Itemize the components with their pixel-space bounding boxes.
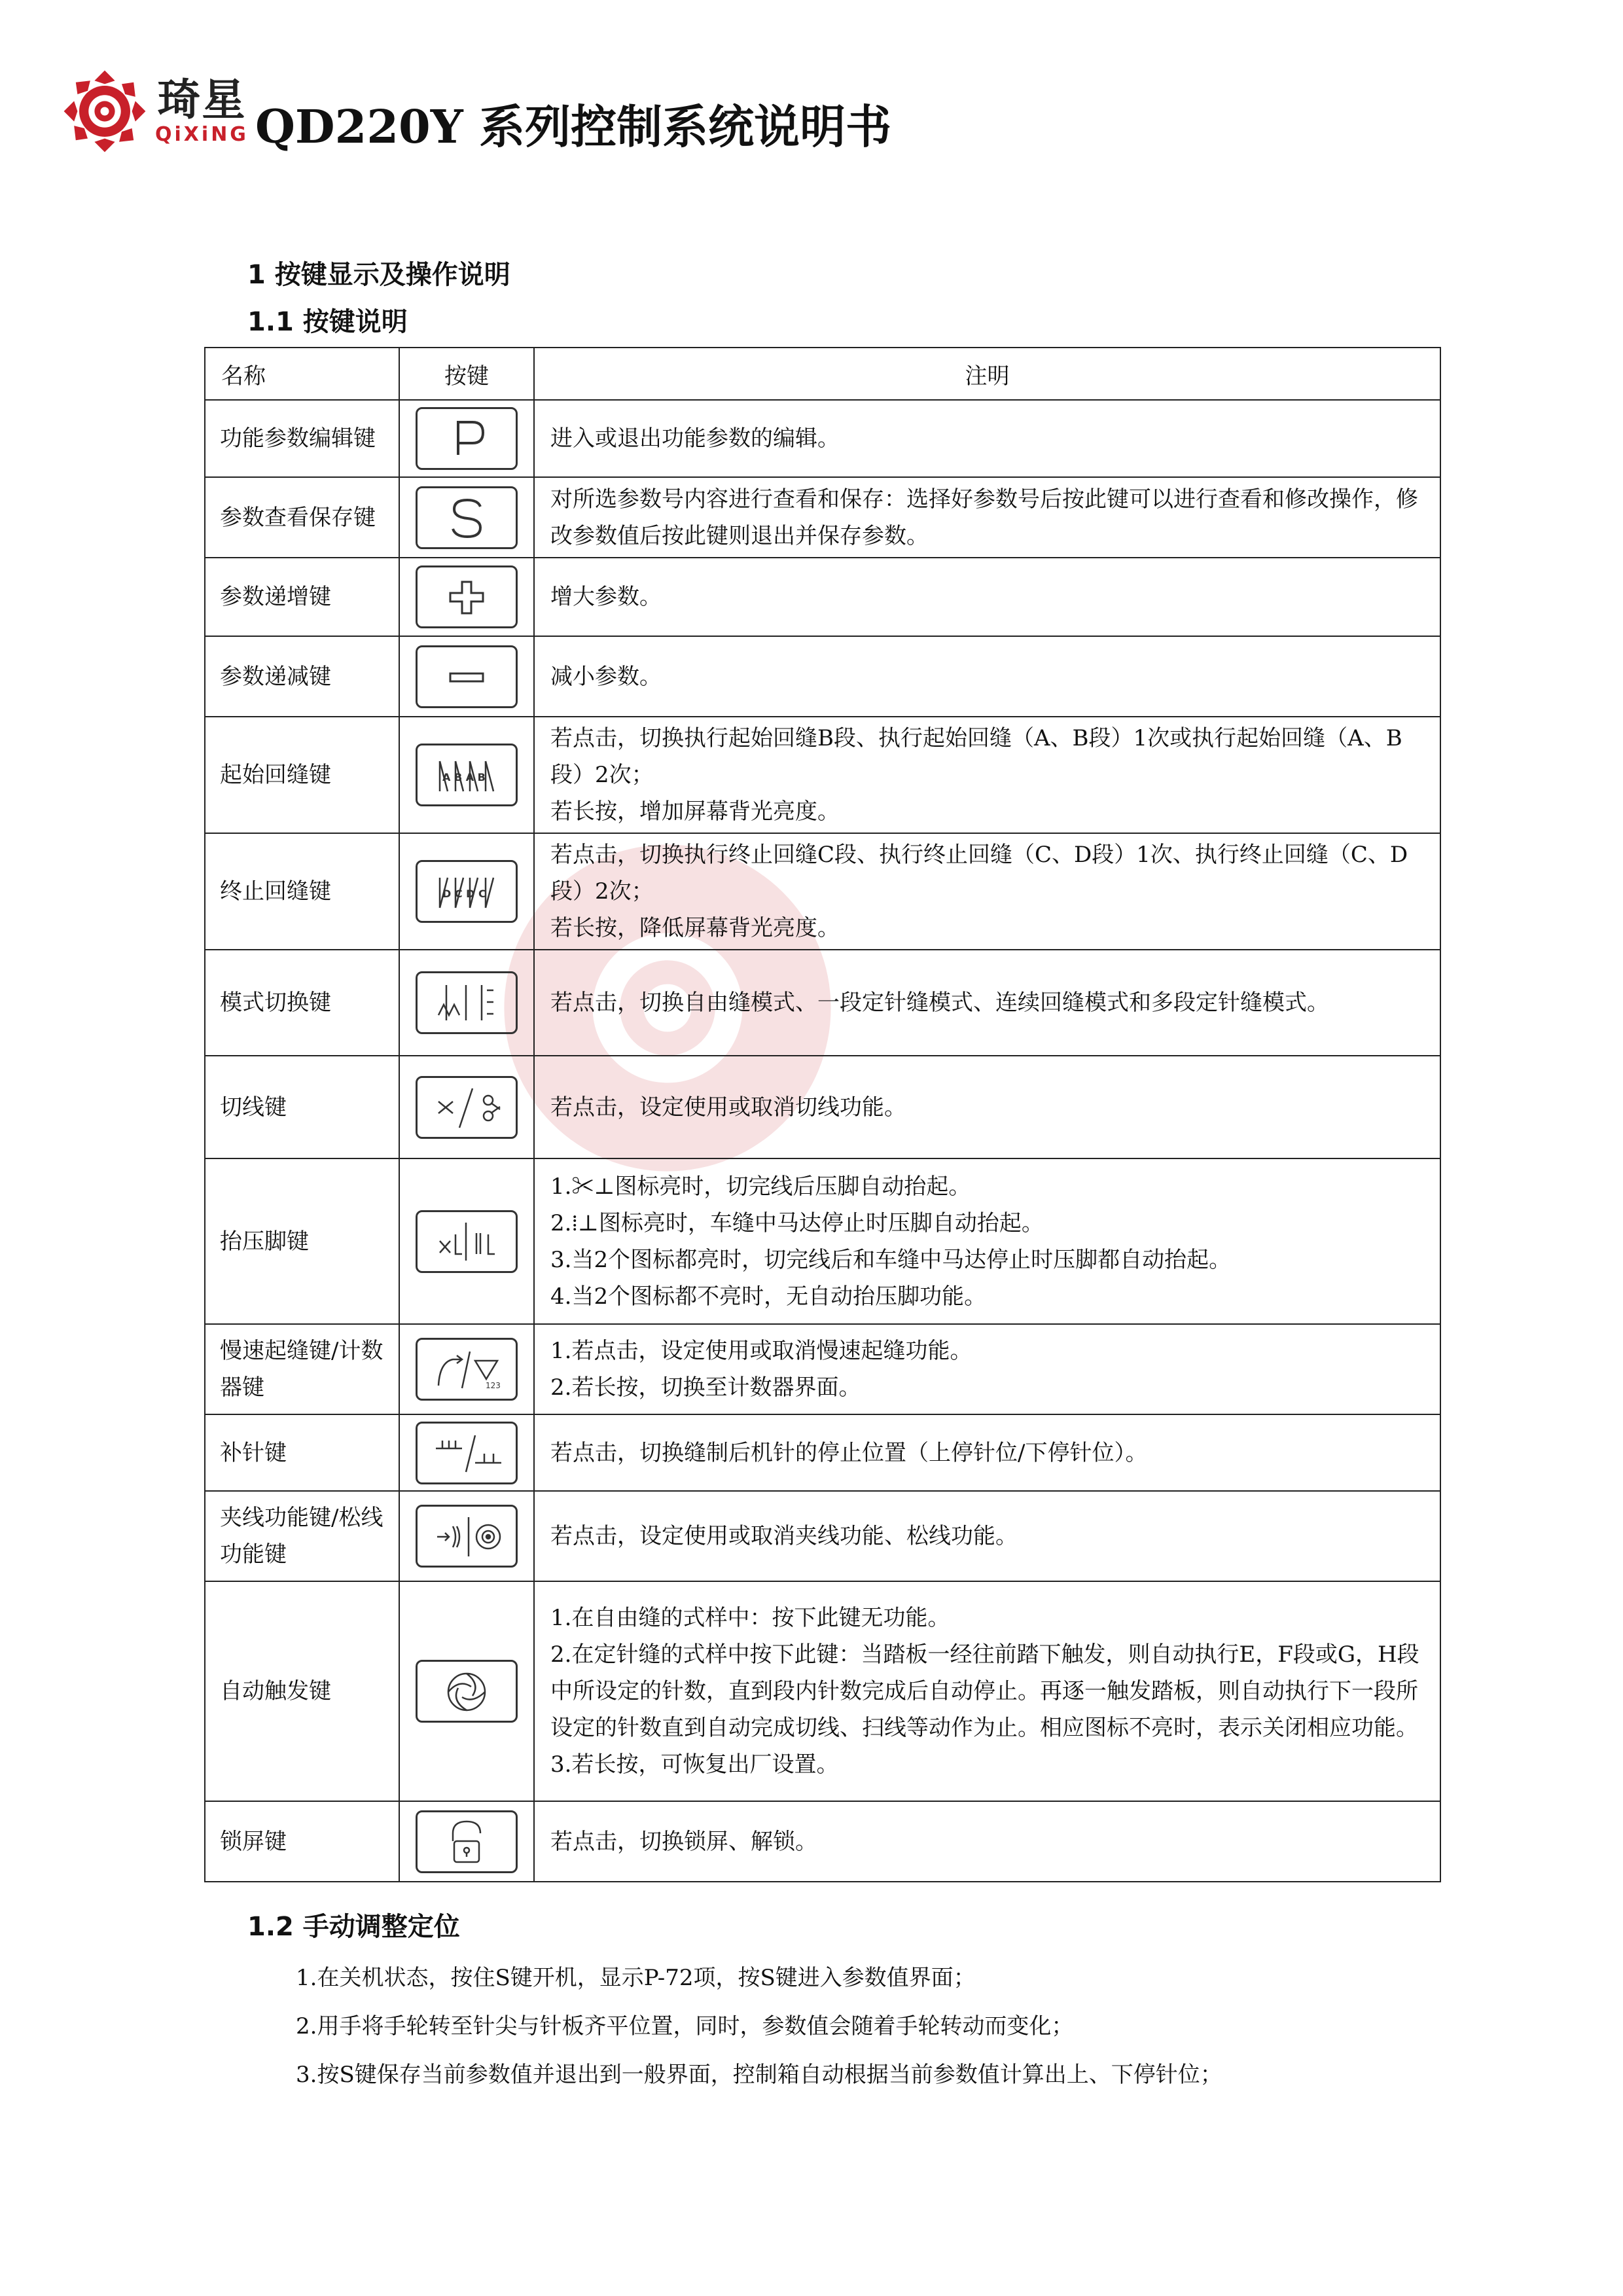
table-row (205, 558, 1440, 636)
key-name: 模式切换键 (205, 950, 399, 1056)
key-note: 若点击，切换执行终止回缝C段、执行终止回缝（C、D段）1次、执行终止回缝（C、D段）2次； 若长按，降低屏幕背光亮度。 (534, 833, 1440, 950)
brand-name-en: QiXiNG (155, 123, 249, 146)
instruction-item: 2.用手将手轮转至针尖与针板齐平位置，同时，参数值会随着手轮转动而变化； (296, 2013, 1074, 2039)
table-header-row (205, 348, 1440, 400)
column-header-name: 名称 (205, 348, 399, 400)
key-name: 参数递减键 (205, 636, 399, 717)
auto-trigger-icon (416, 1660, 518, 1723)
key-note: 1.若点击，设定使用或取消慢速起缝功能。 2.若长按，切换至计数器界面。 (534, 1324, 1440, 1414)
document-title: QD220Y 系列控制系统说明书 (255, 99, 892, 154)
key-note: 若点击，设定使用或取消切线功能。 (534, 1056, 1440, 1158)
column-header-note: 注明 (534, 348, 1440, 400)
key-name: 参数递增键 (205, 558, 399, 636)
table-row (205, 400, 1440, 477)
key-name: 补针键 (205, 1414, 399, 1491)
key-note: 若点击，切换执行起始回缝B段、执行起始回缝（A、B段）1次或执行起始回缝（A、B段）2次； 若长按，增加屏幕背光亮度。 (534, 717, 1440, 833)
key-note: 增大参数。 (534, 558, 1440, 636)
thread-clamp-icon (416, 1505, 518, 1568)
needle-position-icon (416, 1422, 518, 1484)
section-1-heading: 1 按键显示及操作说明 (247, 260, 510, 290)
key-note: 进入或退出功能参数的编辑。 (534, 400, 1440, 477)
mode-switch-icon (416, 971, 518, 1034)
table-row (205, 1581, 1440, 1801)
key-name: 自动触发键 (205, 1581, 399, 1801)
minus-key-icon (416, 645, 518, 708)
brand-name-cn: 琦星 (157, 75, 247, 125)
key-name: 锁屏键 (205, 1801, 399, 1882)
key-description-table (204, 347, 1441, 1882)
key-name: 夹线功能键/松线功能键 (205, 1491, 399, 1581)
table-row (205, 477, 1440, 558)
key-name: 终止回缝键 (205, 833, 399, 950)
end-backtack-icon (416, 860, 518, 923)
presser-foot-icon (416, 1210, 518, 1273)
table-row (205, 636, 1440, 717)
key-name: 慢速起缝键/计数器键 (205, 1324, 399, 1414)
key-note: 1.✂⊥图标亮时，切完线后压脚自动抬起。 2.⁞⊥图标亮时，车缝中马达停止时压脚自动抬起。 3.当2个图标都亮时，切完线后和车缝中马达停止时压脚都自动抬起。 4.当2个图标都不亮时，无自动抬压脚功能。 (534, 1158, 1440, 1324)
column-header-key: 按键 (399, 348, 534, 400)
section-1-2-heading: 1.2 手动调整定位 (247, 1912, 460, 1942)
table-row (205, 833, 1440, 950)
instruction-item: 1.在关机状态，按住S键开机，显示P-72项，按S键进入参数值界面； (296, 1965, 976, 1991)
key-name: 抬压脚键 (205, 1158, 399, 1324)
qixing-logo-icon (62, 69, 147, 154)
key-name: 起始回缝键 (205, 717, 399, 833)
table-row (205, 717, 1440, 833)
instruction-item: 3.按S键保存当前参数值并退出到一般界面，控制箱自动根据当前参数值计算出上、下停针位； (296, 2062, 1222, 2088)
s-key-icon (416, 486, 518, 549)
key-note: 若点击，切换自由缝模式、一段定针缝模式、连续回缝模式和多段定针缝模式。 (534, 950, 1440, 1056)
key-note: 若点击，设定使用或取消夹线功能、松线功能。 (534, 1491, 1440, 1581)
svg-text:D C D C: D C D C (442, 888, 486, 900)
svg-text:A B A B: A B A B (442, 771, 486, 783)
p-key-icon (416, 407, 518, 470)
key-note: 1.在自由缝的式样中：按下此键无功能。 2.在定针缝的式样中按下此键：当踏板一经往前踏下触发，则自动执行E，F段或G，H段中所设定的针数，直到段内针数完成后自动停止。再逐一触发踏板，则自动执行下一段所设定的针数直到自动完成切线、扫线等动作为止。相应图标不亮时，表示关闭相应功能。 3.若长按，可恢复出厂设置。 (534, 1581, 1440, 1801)
key-name: 切线键 (205, 1056, 399, 1158)
table-row (205, 1324, 1440, 1414)
start-backtack-icon (416, 744, 518, 806)
key-note: 减小参数。 (534, 636, 1440, 717)
soft-start-counter-icon (416, 1338, 518, 1401)
page-header (62, 69, 891, 154)
thread-trim-icon (416, 1076, 518, 1139)
table-row (205, 1158, 1440, 1324)
key-name: 参数查看保存键 (205, 477, 399, 558)
key-note: 对所选参数号内容进行查看和保存：选择好参数号后按此键可以进行查看和修改操作，修改参数值后按此键则退出并保存参数。 (534, 477, 1440, 558)
key-note: 若点击，切换锁屏、解锁。 (534, 1801, 1440, 1882)
table-row (205, 1491, 1440, 1581)
section-1-1-heading: 1.1 按键说明 (247, 307, 408, 337)
lock-icon (416, 1810, 518, 1873)
table-row (205, 950, 1440, 1056)
key-name: 功能参数编辑键 (205, 400, 399, 477)
plus-key-icon (416, 565, 518, 628)
key-note: 若点击，切换缝制后机针的停止位置（上停针位/下停针位）。 (534, 1414, 1440, 1491)
table-row (205, 1414, 1440, 1491)
svg-text:123: 123 (486, 1381, 501, 1390)
table-row (205, 1801, 1440, 1882)
brand-logotype (155, 77, 249, 146)
table-row (205, 1056, 1440, 1158)
